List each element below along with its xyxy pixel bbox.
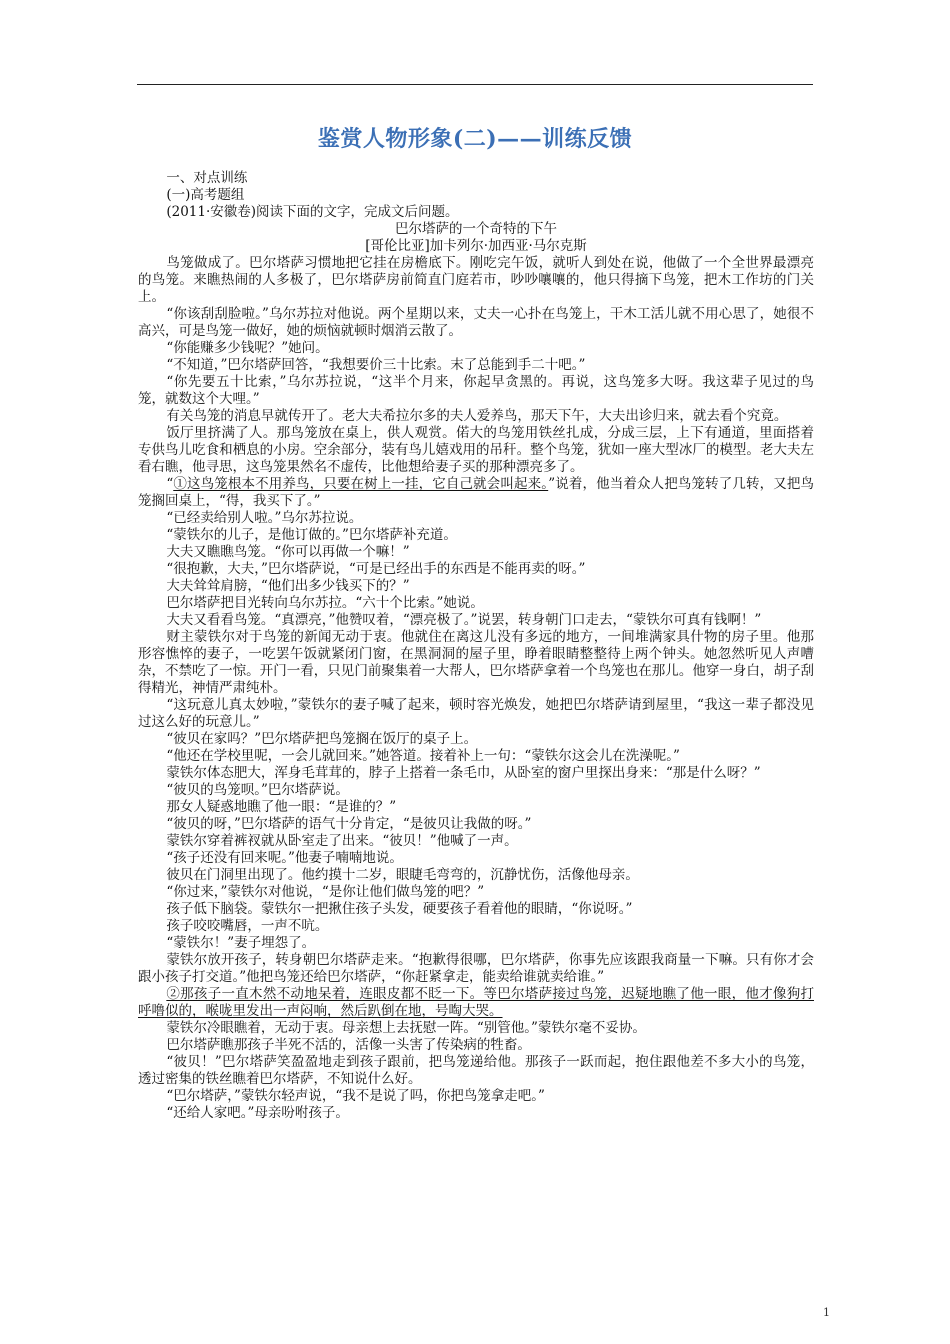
paragraph: 大夫又瞧瞧鸟笼。“你可以再做一个嘛！”: [166, 544, 410, 560]
paragraph: 鸟笼做成了。巴尔塔萨习惯地把它挂在房檐底下。刚吃完午饭，就听人到处在说，他做了一个全世界最漂亮的鸟笼。来瞧热闹的人多极了，巴尔塔萨房前简直门庭若市，吵吵嚷嚷的，他只得摘下鸟笼，把木工作坊的门关上。: [138, 255, 814, 305]
paragraph: 孩子咬咬嘴唇，一声不吭。: [166, 918, 329, 934]
paragraph: “彼贝的鸟笼呗。”巴尔塔萨说。: [166, 782, 349, 798]
paragraph: 大夫耸耸肩膀，“他们出多少钱买下的？”: [166, 578, 410, 594]
paragraph-rest: ”说着，他当着众人把鸟笼转了几转，又把鸟笼搁回桌上，“得，我买下了。”: [138, 476, 815, 509]
paragraph: 彼贝在门洞里出现了。他约摸十二岁，眼睫毛弯弯的，沉静忧伤，活像他母亲。: [166, 867, 639, 883]
paragraph: “蒙铁尔！”妻子埋怨了。: [166, 935, 316, 951]
paragraph: 饭厅里挤满了人。那鸟笼放在桌上，供人观赏。偌大的鸟笼用铁丝扎成，分成三层，上下有通道，里面搭着专供鸟儿吃食和栖息的小房。空余部分，装有鸟儿嬉戏用的吊秆。整个鸟笼，犹如一座大型冰厂的模型。老大夫左看右瞧，他寻思，这鸟笼果然名不虚传，比他想给妻子买的那种漂亮多了。: [138, 425, 814, 475]
quote-open: “: [166, 476, 174, 492]
paragraph: “孩子还没有回来呢。”他妻子喃喃地说。: [166, 850, 403, 866]
paragraph: “还给人家吧。”母亲吩咐孩子。: [166, 1105, 349, 1121]
paragraph-underlined-2: [138, 986, 814, 1020]
paragraph: “你能赚多少钱呢？”她问。: [166, 340, 329, 356]
story-title: 巴尔塔萨的一个奇特的下午: [395, 221, 557, 237]
paragraph: “这玩意儿真太妙啦，”蒙铁尔的妻子喊了起来，顿时容光焕发，她把巴尔塔萨请到屋里，“我这一辈子都没见过这么好的玩意儿。”: [138, 697, 814, 730]
paragraph: “他还在学校里呢，一会儿就回来。”她答道。接着补上一句：“蒙铁尔这会儿在洗澡呢。”: [166, 748, 680, 764]
underlined-sentence-1: ①这鸟笼根本不用养鸟，只要在树上一挂，它自己就会叫起来。: [173, 476, 549, 492]
paragraph: 那女人疑惑地瞧了他一眼：“是谁的？”: [166, 799, 397, 815]
underlined-sentence-2: ②那孩子一直木然不动地呆着，连眼皮都不眨一下。等巴尔塔萨接过鸟笼，迟疑地瞧了他一眼，他才像狗打呼噜似的，喉咙里发出一声闷响，然后趴倒在地，号啕大哭。: [138, 986, 814, 1019]
paragraph: 蒙铁尔穿着裤衩就从卧室走了出来。“彼贝！”他喊了一声。: [166, 833, 518, 849]
paragraph: “很抱歉，大夫，”巴尔塔萨说，“可是已经出手的东西是不能再卖的呀。”: [166, 561, 586, 577]
paragraph-underlined-1: [138, 476, 814, 510]
paragraph: 大夫又看看鸟笼。“真漂亮，”他赞叹着，“漂亮极了。”说罢，转身朝门口走去，“蒙铁尔可真有钱啊！”: [166, 612, 762, 628]
paragraph: “彼贝的呀，”巴尔塔萨的语气十分肯定，“是彼贝让我做的呀。”: [166, 816, 532, 832]
paragraph: 巴尔塔萨瞧那孩子半死不活的，活像一头害了传染病的牲畜。: [166, 1037, 531, 1053]
page-number: 1: [823, 1306, 830, 1319]
story-author: [哥伦比亚]加卡列尔·加西亚·马尔克斯: [365, 238, 587, 254]
section-heading: 一、对点训练: [166, 170, 248, 186]
paragraph: “巴尔塔萨，”蒙铁尔轻声说，“我不是说了吗，你把鸟笼拿走吧。”: [166, 1088, 545, 1104]
header-rule: [137, 84, 813, 85]
question-source: (2011·安徽卷)阅读下面的文字，完成文后问题。: [166, 204, 459, 220]
paragraph: “你该刮刮脸啦。”乌尔苏拉对他说。两个星期以来，丈夫一心扑在鸟笼上，干木工活儿就不用心思了，她很不高兴，可是鸟笼一做好，她的烦恼就顿时烟消云散了。: [138, 306, 814, 339]
paragraph: 蒙铁尔体态肥大，浑身毛茸茸的，脖子上搭着一条毛巾，从卧室的窗户里探出身来：“那是什么呀？”: [166, 765, 761, 781]
paragraph: “彼贝！”巴尔塔萨笑盈盈地走到孩子跟前，把鸟笼递给他。那孩子一跃而起，抱住跟他差不多大小的鸟笼，透过密集的铁丝瞧着巴尔塔萨，不知说什么好。: [138, 1054, 814, 1087]
paragraph: “彼贝在家吗？”巴尔塔萨把鸟笼搁在饭厅的桌子上。: [166, 731, 478, 747]
paragraph: “蒙铁尔的儿子，是他订做的。”巴尔塔萨补充道。: [166, 527, 457, 543]
paragraph: 有关鸟笼的消息早就传开了。老大夫希拉尔多的夫人爱养鸟，那天下午，大夫出诊归来，就去看个究竟。: [166, 408, 788, 424]
paragraph: 蒙铁尔冷眼瞧着，无动于衷。母亲想上去抚慰一阵。“别管他。”蒙铁尔毫不妥协。: [166, 1020, 646, 1036]
paragraph: 孩子低下脑袋。蒙铁尔一把揪住孩子头发，硬要孩子看着他的眼睛，“你说呀。”: [166, 901, 633, 917]
paragraph: 蒙铁尔放开孩子，转身朝巴尔塔萨走来。“抱歉得很哪，巴尔塔萨，你事先应该跟我商量一下嘛。只有你才会跟小孩子打交道。”他把鸟笼还给巴尔塔萨，“你赶紧拿走，能卖给谁就卖给谁。”: [138, 952, 814, 985]
paragraph: “不知道，”巴尔塔萨回答，“我想要价三十比索。末了总能到手二十吧。”: [166, 357, 586, 373]
paragraph: “你过来，”蒙铁尔对他说，“是你让他们做鸟笼的吧？”: [166, 884, 485, 900]
page-title: 鉴赏人物形象(二)——训练反馈: [317, 126, 633, 152]
paragraph: 巴尔塔萨把目光转向乌尔苏拉。“六十个比索。”她说。: [166, 595, 484, 611]
document-body: [138, 170, 814, 1122]
paragraph: “已经卖给别人啦。”乌尔苏拉说。: [166, 510, 363, 526]
paragraph: 财主蒙铁尔对于鸟笼的新闻无动于衷。他就住在离这儿没有多远的地方，一间堆满家具什物的房子里。他那形容憔悴的妻子，一吃罢午饭就紧闭门窗，在黑洞洞的屋子里，睁着眼睛整整待上两个钟头。她忽然听见人声嘈杂，不禁吃了一惊。开门一看，只见门前聚集着一大帮人，巴尔塔萨拿着一个鸟笼也在那儿。他穿一身白，胡子刮得精光，神情严肃纯朴。: [138, 629, 814, 696]
paragraph: “你先要五十比索，”乌尔苏拉说，“这半个月来，你起早贪黑的。再说，这鸟笼多大呀。我这辈子见过的鸟笼，就数这个大哩。”: [138, 374, 814, 407]
subsection-heading: (一)高考题组: [166, 187, 245, 203]
